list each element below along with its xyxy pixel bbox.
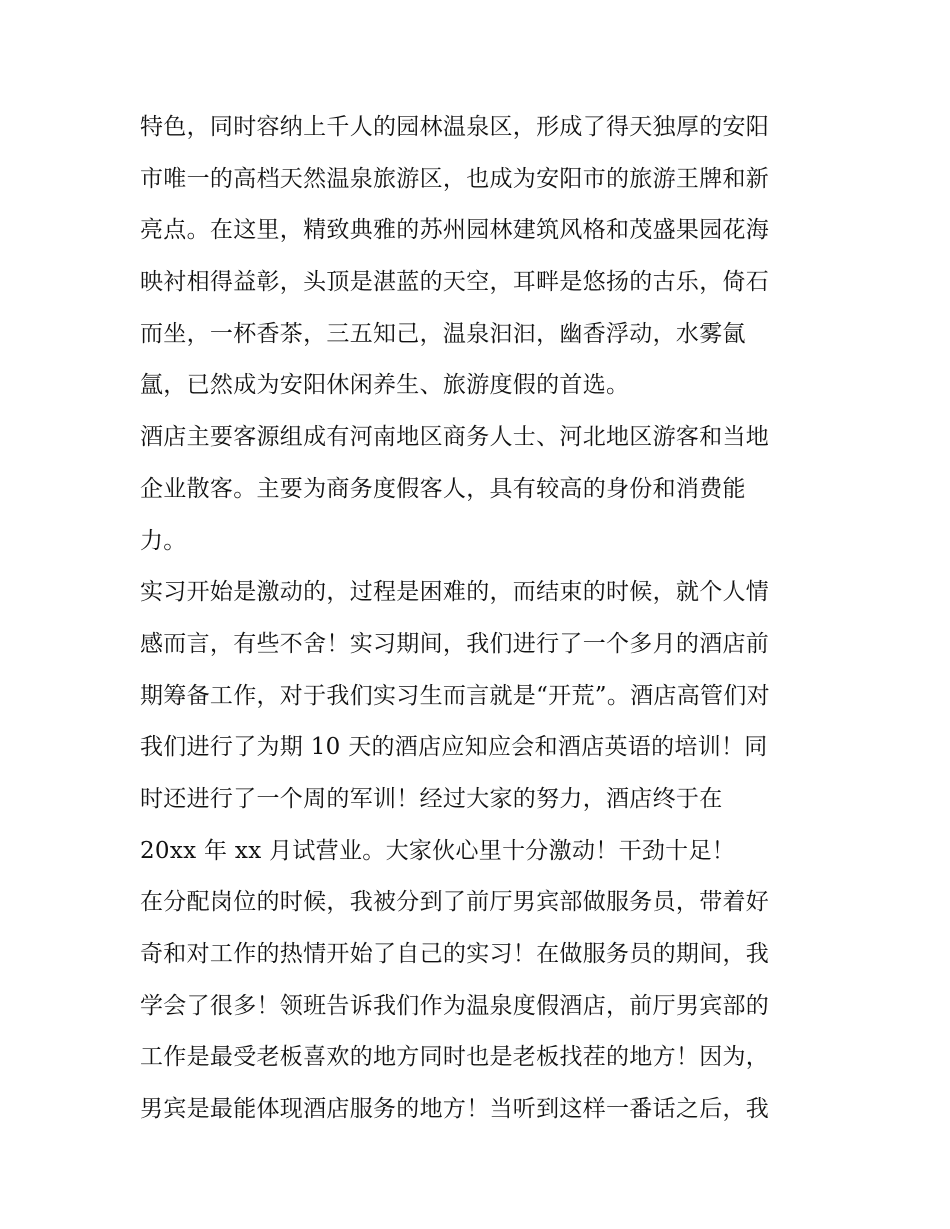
body-text xyxy=(140,102,820,1136)
text-line: 实习开始是激动的，过程是困难的，而结束的时候，就个人情 xyxy=(140,579,770,606)
text-line: 感而言，有些不舍！实习期间，我们进行了一个多月的酒店前 xyxy=(140,630,770,657)
text-line: 力。 xyxy=(140,527,187,554)
text-line: 亮点。在这里，精致典雅的苏州园林建筑风格和茂盛果园花海 xyxy=(140,217,770,244)
text-line: 市唯一的高档天然温泉旅游区，也成为安阳市的旅游王牌和新 xyxy=(140,165,770,192)
text-line: 映衬相得益彰，头顶是湛蓝的天空，耳畔是悠扬的古乐，倚石 xyxy=(140,269,770,296)
text-line: 酒店主要客源组成有河南地区商务人士、河北地区游客和当地 xyxy=(140,424,770,451)
text-line: 氲，已然成为安阳休闲养生、旅游度假的首选。 xyxy=(140,372,630,399)
text-line: 工作是最受老板喜欢的地方同时也是老板找茬的地方！因为， xyxy=(140,1044,770,1071)
text-line: 我们进行了为期 10 天的酒店应知应会和酒店英语的培训！同 xyxy=(140,734,768,761)
text-line: 时还进行了一个周的军训！经过大家的努力，酒店终于在 xyxy=(140,785,723,812)
text-line: 学会了很多！领班告诉我们作为温泉度假酒店，前厅男宾部的 xyxy=(140,992,770,1019)
text-line: 期筹备工作，对于我们实习生而言就是“开荒”。酒店高管们对 xyxy=(140,682,770,709)
text-line: 特色，同时容纳上千人的园林温泉区，形成了得天独厚的安阳 xyxy=(140,114,770,140)
text-line: 男宾是最能体现酒店服务的地方！当听到这样一番话之后，我 xyxy=(140,1096,770,1123)
text-line: 在分配岗位的时候，我被分到了前厅男宾部做服务员，带着好 xyxy=(140,889,770,916)
text-line: 奇和对工作的热情开始了自己的实习！在做服务员的期间，我 xyxy=(140,941,770,967)
text-line: 20xx 年 xx 月试营业。大家伙心里十分激动！干劲十足！ xyxy=(140,837,736,864)
text-line: 而坐，一杯香茶，三五知己，温泉汩汩，幽香浮动，水雾氤 xyxy=(140,320,746,347)
text-line: 企业散客。主要为商务度假客人，具有较高的身份和消费能 xyxy=(140,475,746,502)
